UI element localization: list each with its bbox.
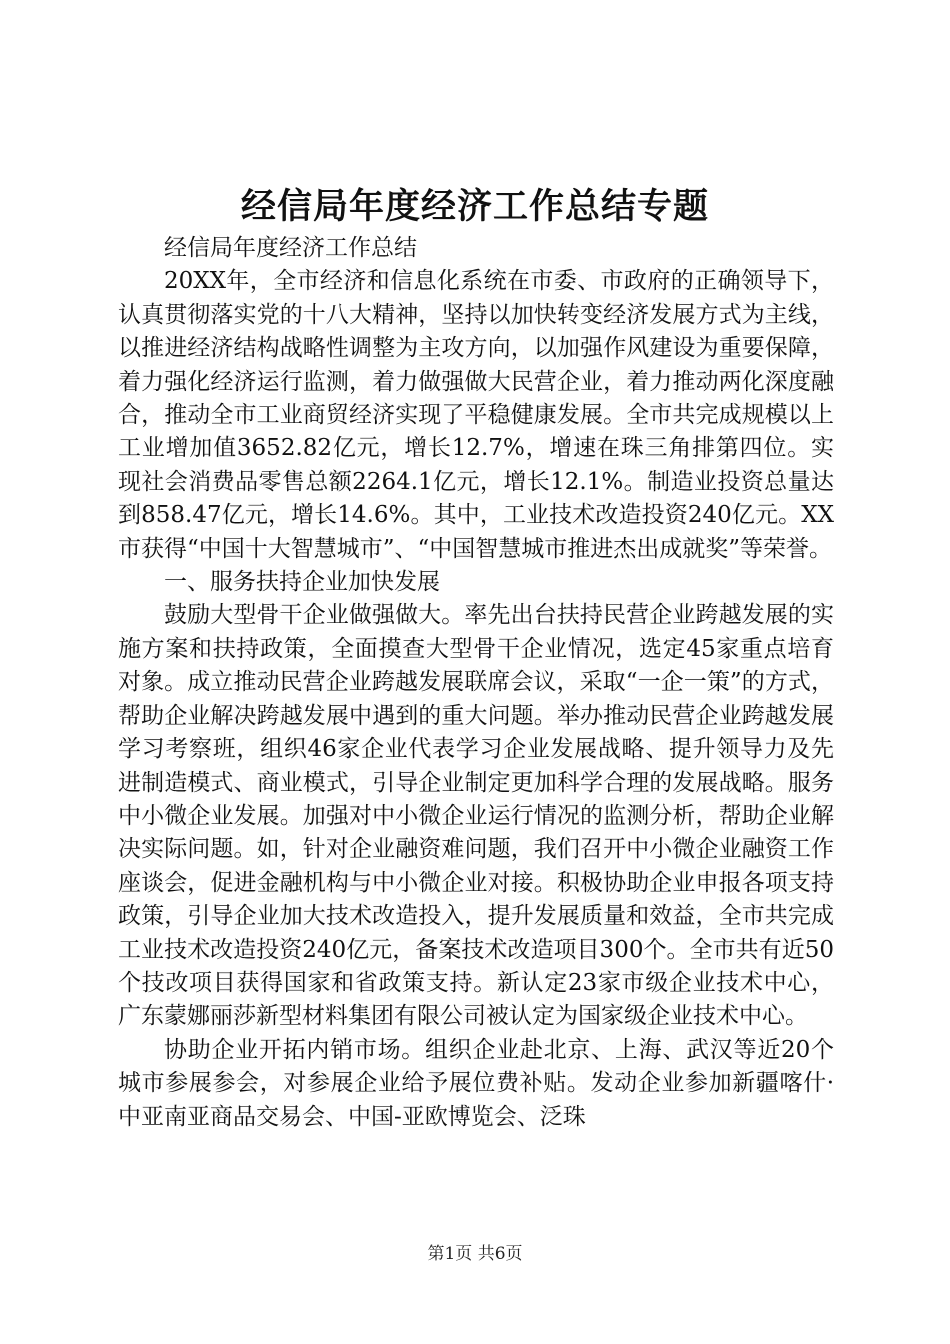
paragraph-overview: 20XX年，全市经济和信息化系统在市委、市政府的正确领导下，认真贯彻落实党的十八大精神，坚持以加快转变经济发展方式为主线，以推进经济结构战略性调整为主攻方向，以加强作风建设为重要保障，着力强化经济运行监测，着力做强做大民营企业，着力推动两化深度融合，推动全市工业商贸经济实现了平稳健康发展。全市共完成规模以上工业增加值3652.82亿元，增长12.7%，增速在珠三角排第四位。实现社会消费品零售总额2264.1亿元，增长12.1%。制造业投资总量达到858.47亿元，增长14.6%。其中，工业技术改造投资240亿元。XX市获得“中国十大智慧城市”、“中国智慧城市推进杰出成就奖”等荣誉。: [118, 268, 834, 562]
document-subtitle: 经信局年度经济工作总结: [164, 235, 417, 261]
paragraph-domestic-market: 协助企业开拓内销市场。组织企业赴北京、上海、武汉等近20个城市参展参会，对参展企业给予展位费补贴。发动企业参加新疆喀什·中亚南亚商品交易会、中国-亚欧博览会、泛珠: [118, 1036, 834, 1130]
page-number-footer: 第1页 共6页: [427, 1244, 523, 1264]
document-title: 经信局年度经济工作总结专题: [240, 186, 709, 227]
section-heading: 一、服务扶持企业加快发展: [164, 569, 440, 596]
document-body: [118, 232, 834, 1134]
paragraph-enterprise-support: 鼓励大型骨干企业做强做大。率先出台扶持民营企业跨越发展的实施方案和扶持政策，全面摸查大型骨干企业情况，选定45家重点培育对象。成立推动民营企业跨越发展联席会议，采取“一企一策”的方式，帮助企业解决跨越发展中遇到的重大问题。举办推动民营企业跨越发展学习考察班，组织46家企业代表学习企业发展战略、提升领导力及先进制造模式、商业模式，引导企业制定更加科学合理的发展战略。服务中小微企业发展。加强对中小微企业运行情况的监测分析，帮助企业解决实际问题。如，针对企业融资难问题，我们召开中小微企业融资工作座谈会，促进金融机构与中小微企业对接。积极协助企业申报各项支持政策，引导企业加大技术改造投入，提升发展质量和效益，全市共完成工业技术改造投资240亿元，备案技术改造项目300个。全市共有近50个技改项目获得国家和省政策支持。新认定23家市级企业技术中心，广东蒙娜丽莎新型材料集团有限公司被认定为国家级企业技术中心。: [118, 602, 834, 1030]
